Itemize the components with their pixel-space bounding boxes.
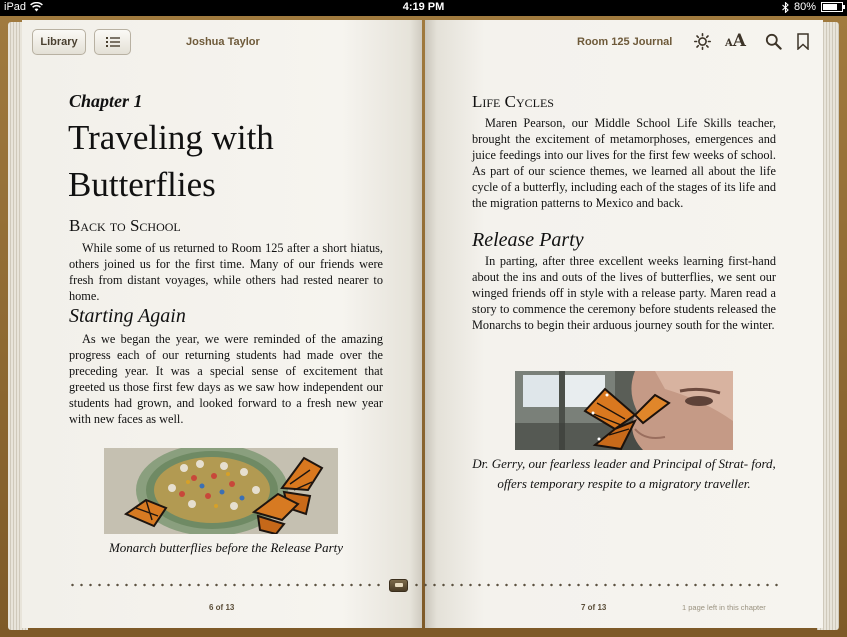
device-label: iPad (4, 1, 27, 13)
caption-dr-gerry-line2: offers temporary respite to a migratory traveller. (497, 476, 751, 491)
bookmark-icon[interactable] (797, 33, 809, 50)
book-title: Room 125 Journal (577, 36, 673, 48)
paragraph-starting-again: As we began the year, we were reminded of the amazing progress each of our returning students had made over the preceding year. It was a special sense of excitement that greeted us those first few days as we saw how independent our students had grown, and looked forward to a fresh new year with new faces as well. (69, 332, 383, 426)
page-scrubber-track-right[interactable] (412, 583, 780, 587)
section-heading-starting-again: Starting Again (69, 305, 186, 327)
page-number-left: 6 of 13 (209, 603, 235, 612)
caption-dr-gerry-line1: Dr. Gerry, our fearless leader and Principal of Strat- ford, (472, 456, 776, 471)
brightness-icon[interactable] (694, 33, 711, 50)
page-scrubber-thumb[interactable] (389, 579, 408, 592)
status-time: 4:19 PM (402, 1, 445, 13)
font-big-glyph: A (732, 31, 746, 51)
section-heading-back-to-school: Back to School (69, 216, 181, 235)
butterflies-on-plate-image (104, 448, 338, 534)
font-small-glyph: A (725, 38, 733, 49)
paragraph-back-to-school: While some of us returned to Room 125 after a short hiatus, others joined us for the first time. Many of our friends were fresh from distant voyages, while others had rested nearer to home. (69, 241, 383, 303)
monarch-butterflies-photo (104, 448, 338, 534)
battery-icon (821, 2, 843, 12)
table-of-contents-button[interactable] (94, 29, 131, 55)
search-icon[interactable] (765, 33, 782, 50)
battery-percent: 80% (793, 1, 816, 13)
caption-monarch-butterflies: Monarch butterflies before the Release Party (108, 540, 344, 555)
bluetooth-icon (782, 2, 789, 13)
chapter-title: Traveling with Butterflies (68, 118, 274, 204)
status-bar (0, 0, 847, 16)
section-heading-life-cycles: Life Cycles (472, 92, 554, 111)
battery-level (823, 4, 837, 10)
caption-dr-gerry (472, 454, 776, 494)
paragraph-life-cycles: Maren Pearson, our Middle School Life Skills teacher, brought the excitement of metamorphoses, emergences and juice feedings into our lives for the first few weeks of school. As part of our science themes, we learned all about the life cycle of a butterfly, including each of the stages of its life and the migration patterns to Mexico and back. (472, 116, 776, 210)
status-right (782, 1, 843, 13)
page-scrubber-track-left[interactable] (68, 583, 386, 587)
pages-left-in-chapter: 1 page left in this chapter (682, 603, 766, 612)
butterfly-on-nose-photo (515, 371, 733, 450)
paragraph-release-party: In parting, after three excellent weeks learning first-hand about the ins and outs of the lives of butterflies, we sent our winged friends off in style with a release party. Maren read a story to commence the ceremony before students released the Monarchs to begin their arduous journey south for the winter. (472, 254, 776, 332)
page-number-right: 7 of 13 (581, 603, 607, 612)
butterfly-on-face-image (515, 371, 733, 450)
toc-icon (106, 37, 120, 47)
chapter-label: Chapter 1 (69, 91, 143, 111)
font-size-icon[interactable] (725, 33, 746, 50)
book-author: Joshua Taylor (186, 36, 260, 48)
section-heading-release-party: Release Party (472, 229, 584, 251)
library-button[interactable]: Library (32, 29, 86, 55)
